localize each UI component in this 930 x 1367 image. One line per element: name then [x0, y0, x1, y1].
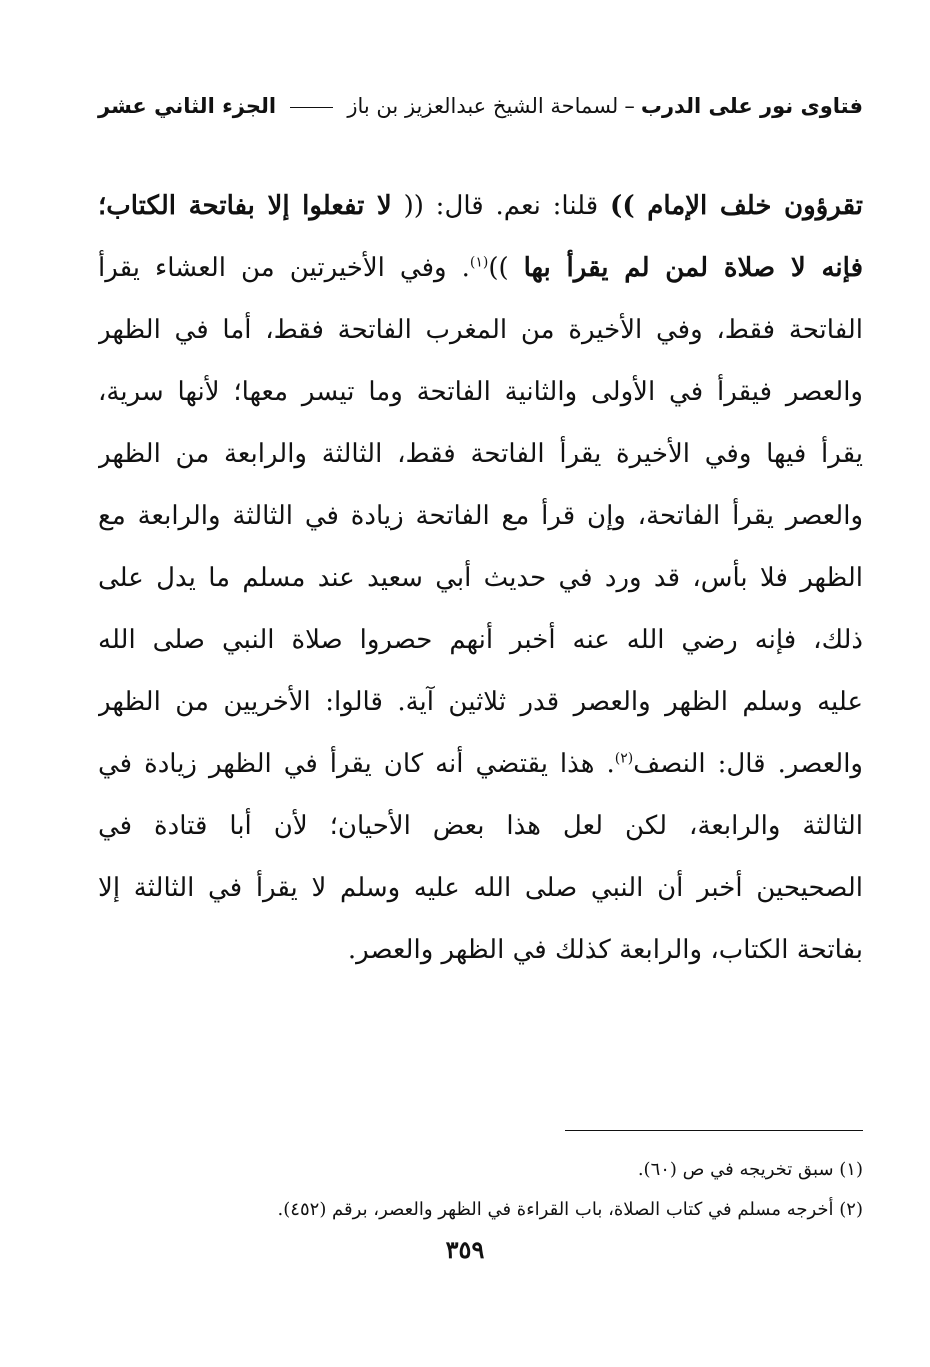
footnote-2: (٢) أخرجه مسلم في كتاب الصلاة، باب القراءة في الظهر والعصر، برقم (٤٥٢). [277, 1199, 863, 1220]
body-text-segment: . وفي الأخيرتين من العشاء يقرأ [98, 253, 470, 283]
body-line-5: يقرأ فيها وفي الأخيرة يقرأ الفاتحة فقط، الثالثة والرابعة من الظهر [98, 439, 863, 469]
body-line-3: الفاتحة فقط، وفي الأخيرة من المغرب الفاتحة فقط، أما في الظهر [98, 315, 863, 345]
body-text-segment: )) [488, 253, 524, 283]
body-line-7: الظهر فلا بأس، قد ورد في حديث أبي سعيد عند مسلم ما يدل على [98, 563, 863, 593]
footnote-marker-2[interactable]: (٢) [614, 750, 634, 767]
body-line-9: عليه وسلم الظهر والعصر قدر ثلاثين آية. قالوا: الأخريين من الظهر [98, 687, 863, 717]
running-header [98, 86, 863, 126]
body-line-11: الثالثة والرابعة، لكن لعل هذا بعض الأحيان؛ لأن أبا قتادة في [98, 811, 863, 841]
hadith-quote: تقرؤون خلف الإمام )) [610, 191, 863, 221]
hadith-quote: فإنه لا صلاة لمن لم يقرأ بها [523, 253, 863, 283]
page-number: ٣٥٩ [445, 1235, 485, 1264]
body-line-12: الصحيحين أخبر أن النبي صلى الله عليه وسلم لا يقرأ في الثالثة إلا [98, 873, 863, 903]
fatwa-body [98, 175, 863, 981]
footnotes [98, 1150, 863, 1230]
body-line-1 [98, 175, 863, 237]
body-line-6: والعصر يقرأ الفاتحة، وإن قرأ مع الفاتحة زيادة في الثالثة والرابعة مع [98, 501, 863, 531]
author-credit: لسماحة الشيخ عبدالعزيز بن باز [347, 94, 619, 118]
body-line-2 [98, 237, 863, 299]
body-line-8: ذلك، فإنه رضي الله عنه أخبر أنهم حصروا صلاة النبي صلى الله [98, 625, 863, 655]
body-text-segment: قلنا: نعم. قال: (( [391, 191, 611, 221]
body-line-10 [98, 733, 863, 795]
footnote-marker-1[interactable]: (١) [469, 254, 489, 271]
book-title: فتاوى نور على الدرب [640, 94, 863, 118]
body-text-segment: . هذا يقتضي أنه كان يقرأ في الظهر زيادة في [98, 749, 615, 779]
header-dash: – [624, 94, 635, 118]
footnote-1: (١) سبق تخريجه في ص (٦٠). [637, 1159, 863, 1180]
volume-part: الجزء الثاني عشر [98, 94, 277, 118]
body-line-4: والعصر فيقرأ في الأولى والثانية الفاتحة وما تيسر معها؛ لأنها سرية، [98, 377, 863, 407]
body-text-segment: والعصر. قال: النصف [633, 749, 863, 779]
body-line-13: بفاتحة الكتاب، والرابعة كذلك في الظهر والعصر. [347, 935, 863, 965]
footnote-separator [565, 1130, 863, 1131]
header-rule [290, 107, 333, 108]
hadith-quote: لا تفعلوا إلا بفاتحة الكتاب؛ [98, 191, 392, 221]
